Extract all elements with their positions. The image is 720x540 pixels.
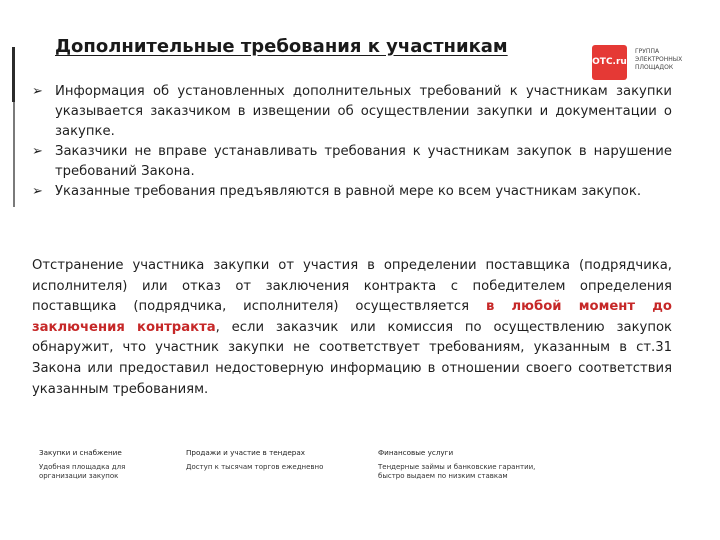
slide-title: Дополнительные требования к участникам bbox=[55, 36, 508, 57]
bullet-list bbox=[32, 82, 672, 202]
bullet-text: Заказчики не вправе устанавливать требования к участникам закупок в нарушение требований Закона. bbox=[55, 144, 672, 179]
bullet-item bbox=[32, 182, 672, 202]
bullet-text: Указанные требования предъявляются в равной мере ко всем участникам закупок. bbox=[55, 184, 642, 199]
bullet-item bbox=[32, 142, 672, 182]
footer-column-finance[interactable] bbox=[378, 448, 553, 482]
left-accent-rule-dark bbox=[12, 47, 15, 102]
footer-heading: Закупки и снабжение bbox=[39, 448, 122, 457]
bullet-text: Информация об установленных дополнительных требований к участникам закупки указывается заказчиком в извещении об осуществлении закупки и документации о закупке. bbox=[55, 84, 672, 139]
paragraph-highlight: в любой момент до заключения контракта bbox=[32, 299, 672, 335]
logo-caption bbox=[635, 48, 682, 72]
logo-caption-line2: ЭЛЕКТРОННЫХ bbox=[635, 56, 683, 63]
footer-column-sales[interactable] bbox=[186, 448, 346, 472]
body-paragraph bbox=[32, 256, 672, 400]
footer-column-procurement[interactable] bbox=[39, 448, 159, 482]
footer-heading: Финансовые услуги bbox=[378, 448, 454, 457]
logo-badge: ОТС.ru bbox=[592, 45, 627, 80]
footer-subtext: Доступ к тысячам торгов ежедневно bbox=[186, 462, 324, 471]
footer-subtext: Тендерные займы и банковские гарантии, bbox=[378, 462, 536, 471]
paragraph-text-end: , если заказчик или комиссия по осуществлению закупок обнаружит, что участник закупки не соответствует требованиям, указанным в ст.31 Закона или предоставил недостоверную информацию в отношении своего соответствия указанным требованиям. bbox=[32, 319, 672, 397]
arrow-bullet-icon: ➢ bbox=[32, 84, 43, 99]
footer-subtext: организации закупок bbox=[39, 472, 119, 480]
arrow-bullet-icon: ➢ bbox=[32, 184, 43, 199]
paragraph-text-start: Отстранение участника закупки от участия в определении поставщика (подрядчика, исполнителя) или отказ от заключения контракта с победителем определения поставщика (подрядчика, исполнителя) осуществляется bbox=[32, 258, 672, 315]
footer-subtext: быстро выдаем по низким ставкам bbox=[378, 472, 508, 480]
logo-caption-line1: ГРУППА bbox=[635, 48, 660, 55]
bullet-item bbox=[32, 82, 672, 142]
footer-heading: Продажи и участие в тендерах bbox=[186, 448, 305, 457]
footer-subtext: Удобная площадка для bbox=[39, 462, 126, 471]
logo-caption-line3: ПЛОЩАДОК bbox=[635, 64, 674, 71]
ots-logo[interactable] bbox=[592, 45, 702, 81]
arrow-bullet-icon: ➢ bbox=[32, 144, 43, 159]
